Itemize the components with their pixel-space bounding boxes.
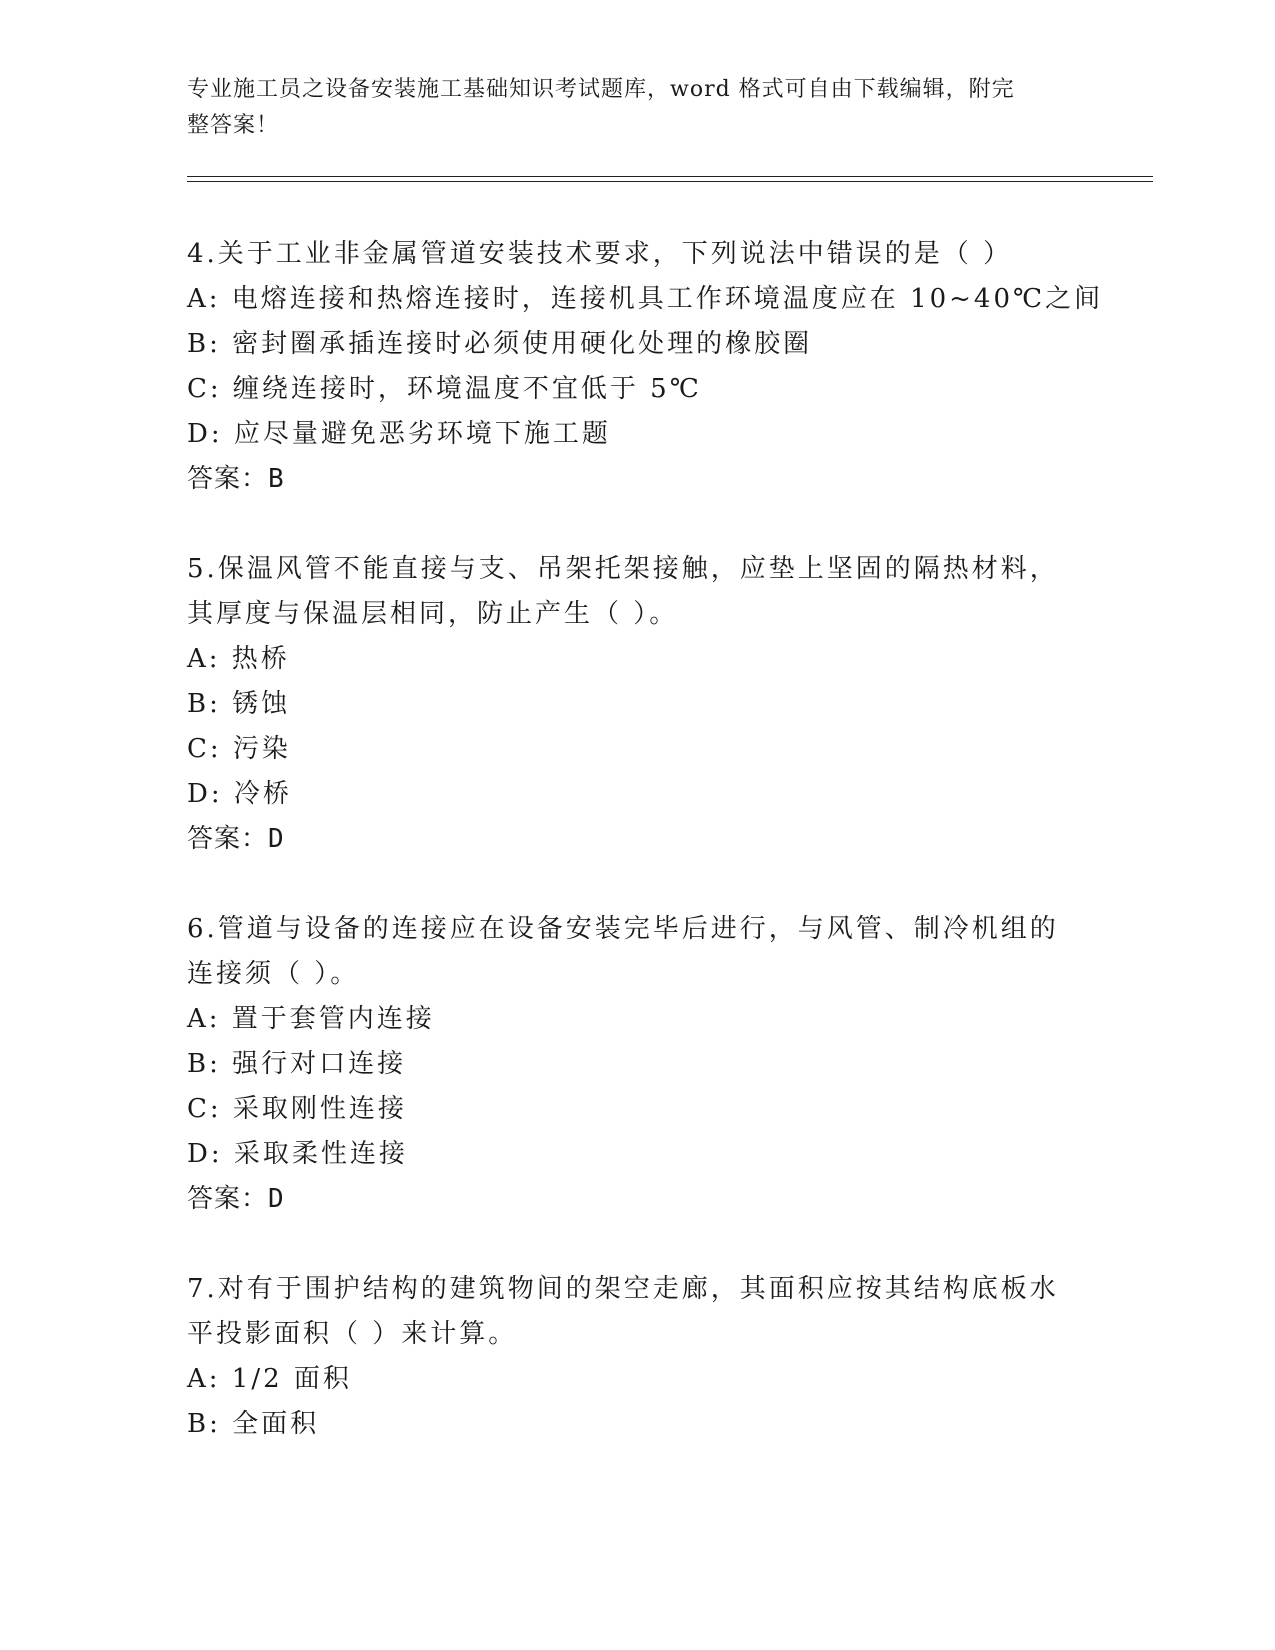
question-list (187, 232, 1104, 1447)
question-stem: 5.保温风管不能直接与支、吊架托架接触，应垫上坚固的隔热材料， (187, 554, 1059, 584)
option-a: A: 电熔连接和热熔连接时，连接机具工作环境温度应在 10~40℃之间 (187, 284, 1104, 314)
option-b: B: 锈蚀 (187, 689, 291, 719)
question-stem: 6.管道与设备的连接应在设备安装完毕后进行，与风管、制冷机组的 (187, 914, 1059, 944)
answer: 答案：D (187, 824, 285, 854)
spacer (187, 502, 1087, 547)
option-c: C: 采取刚性连接 (187, 1094, 407, 1124)
header-divider-bottom (187, 181, 1153, 182)
answer: 答案：D (187, 1184, 285, 1214)
header-line-2: 整答案！ (187, 113, 280, 138)
question-4 (187, 232, 1104, 502)
question-stem-cont: 连接须（ ）。 (187, 959, 360, 989)
question-stem: 4.关于工业非金属管道安装技术要求，下列说法中错误的是（ ） (187, 239, 1013, 269)
option-b: B: 全面积 (187, 1409, 320, 1439)
option-c: C: 污染 (187, 734, 291, 764)
question-6 (187, 907, 1087, 1222)
answer: 答案：B (187, 464, 285, 494)
option-c: C: 缠绕连接时，环境温度不宜低于 5℃ (187, 374, 702, 404)
header-line-1: 专业施工员之设备安装施工基础知识考试题库，word 格式可自由下载编辑，附完 (187, 77, 1015, 102)
option-a: A: 1/2 面积 (187, 1364, 352, 1394)
option-d: D: 采取柔性连接 (187, 1139, 408, 1169)
spacer (187, 1222, 1087, 1267)
document-header (187, 72, 1067, 144)
question-stem-cont: 平投影面积（ ）来计算。 (187, 1319, 518, 1349)
option-d: D: 应尽量避免恶劣环境下施工题 (187, 419, 611, 449)
question-stem: 7.对有于围护结构的建筑物间的架空走廊，其面积应按其结构底板水 (187, 1274, 1059, 1304)
header-divider-top (187, 176, 1153, 177)
spacer (187, 862, 1087, 907)
question-5 (187, 547, 1087, 862)
option-a: A: 热桥 (187, 644, 290, 674)
question-stem-cont: 其厚度与保温层相同，防止产生（ ）。 (187, 599, 679, 629)
option-b: B: 强行对口连接 (187, 1049, 407, 1079)
option-a: A: 置于套管内连接 (187, 1004, 435, 1034)
option-d: D: 冷桥 (187, 779, 292, 809)
option-b: B: 密封圈承插连接时必须使用硬化处理的橡胶圈 (187, 329, 813, 359)
question-7 (187, 1267, 1087, 1447)
